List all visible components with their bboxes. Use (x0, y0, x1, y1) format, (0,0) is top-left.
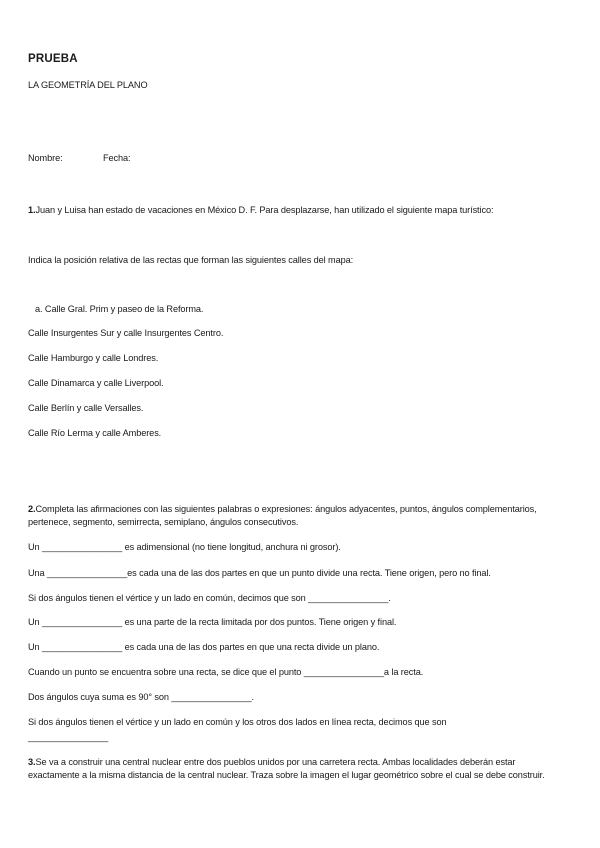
fill-in-item: Un ________________ es una parte de la recta limitada por dos puntos. Tiene origen y final. (28, 617, 397, 627)
page-subtitle: LA GEOMETRÍA DEL PLANO (28, 80, 148, 90)
page-title: PRUEBA (28, 53, 78, 65)
list-item: Calle Berlín y calle Versalles. (28, 403, 144, 413)
question-1-text: Juan y Luisa han estado de vacaciones en México D. F. Para desplazarse, han utilizado el siguiente mapa turístico: (35, 205, 494, 215)
question-2-number: 2. (28, 504, 36, 514)
fill-in-item: Dos ángulos cuya suma es 90° son ________________. (28, 692, 254, 702)
fill-in-item: Cuando un punto se encuentra sobre una recta, se dice que el punto ________________a la recta. (28, 667, 424, 677)
fill-in-item: Un ________________ es adimensional (no tiene longitud, anchura ni grosor). (28, 542, 341, 552)
list-item: Calle Dinamarca y calle Liverpool. (28, 378, 164, 388)
list-item: a. Calle Gral. Prim y paseo de la Reforma. (35, 304, 204, 314)
fill-in-item: Un ________________ es cada una de las dos partes en que una recta divide un plano. (28, 642, 380, 652)
date-label: Fecha: (103, 153, 131, 163)
name-label: Nombre: (28, 153, 63, 163)
question-3 (28, 756, 563, 781)
question-1-intro (28, 205, 493, 215)
question-1-instruction: Indica la posición relativa de las rectas que forman las siguientes calles del mapa: (28, 255, 354, 265)
list-item: Calle Río Lerma y calle Amberes. (28, 428, 162, 438)
fill-in-item: Si dos ángulos tienen el vértice y un lado en común y los otros dos lados en línea recta, decimos que son (28, 717, 447, 727)
question-3-text: Se va a construir una central nuclear entre dos pueblos unidos por una carretera recta. Ambas localidades deberán estar exactamente a la misma distancia de la central nuclear. Traza sobre la imagen el lugar geométrico sobre el cual se debe construir. (28, 757, 545, 780)
fill-in-item: Una ________________es cada una de las dos partes en que un punto divide una recta. Tiene origen, pero no final. (28, 568, 491, 578)
list-item: Calle Hamburgo y calle Londres. (28, 353, 159, 363)
list-item: Calle Insurgentes Sur y calle Insurgentes Centro. (28, 328, 224, 338)
question-2-intro (28, 503, 563, 528)
question-1-number: 1. (28, 205, 36, 215)
question-3-number: 3. (28, 757, 36, 767)
question-2-text: Completa las afirmaciones con las siguientes palabras o expresiones: ángulos adyacentes, puntos, ángulos complementarios, pertenece, segmento, semirrecta, semiplano, ángulos consecutivos. (28, 504, 537, 527)
fill-in-blank: ________________ (28, 732, 109, 742)
fill-in-item: Si dos ángulos tienen el vértice y un lado en común, decimos que son ________________. (28, 593, 391, 603)
